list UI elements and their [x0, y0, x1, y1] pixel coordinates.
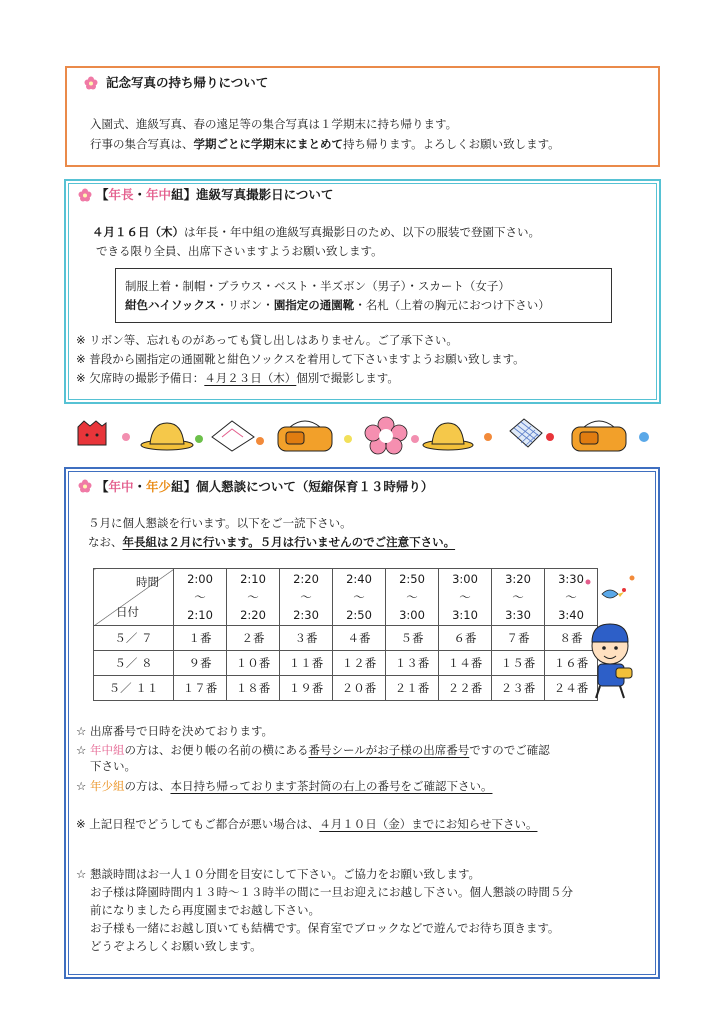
time-slot-header	[280, 569, 333, 626]
section1-title: 記念写真の持ち帰りについて	[106, 75, 269, 90]
slot-end: 2:30	[293, 608, 319, 622]
seat-number-cell: ２４番	[545, 676, 598, 701]
seat-number-cell: １番	[174, 626, 227, 651]
seat-number-cell: ２１番	[386, 676, 439, 701]
corner-time-label: 時間	[136, 575, 159, 589]
section3-title: 【年中・年少組】個人懇談について（短縮保育１３時帰り）	[96, 479, 434, 494]
seat-number-cell: １５番	[492, 651, 545, 676]
time-slot-header	[439, 569, 492, 626]
slot-start: 3:20	[505, 572, 531, 586]
section2-intro-line2: できる限り全員、出席下さいますようお願い致します。	[96, 244, 383, 258]
slot-tilde: ～	[512, 590, 524, 604]
slot-end: 2:20	[240, 608, 266, 622]
time-slot-header	[174, 569, 227, 626]
slot-end: 3:40	[558, 608, 584, 622]
time-slot-header	[492, 569, 545, 626]
table-header-row	[94, 569, 598, 626]
slot-tilde: ～	[247, 590, 259, 604]
section2-title: 【年長・年中組】進級写真撮影日について	[96, 187, 334, 202]
slot-tilde: ～	[565, 590, 577, 604]
seat-number-cell: ８番	[545, 626, 598, 651]
time-slot-header	[333, 569, 386, 626]
seat-number-cell: １０番	[227, 651, 280, 676]
table-row	[94, 626, 598, 651]
section3-intro2: なお、年長組は２月に行います。５月は行いませんのでご注意下さい。	[88, 535, 456, 549]
slot-tilde: ～	[300, 590, 312, 604]
straw-hat-icon	[141, 423, 193, 450]
slot-tilde: ～	[406, 590, 418, 604]
flower-icon	[84, 76, 98, 90]
hat-icon	[78, 421, 106, 445]
table-row	[94, 651, 598, 676]
dress-line1: 制服上着・制帽・ブラウス・ベスト・半ズボン（男子）・スカート（女子）	[125, 279, 510, 293]
section3-final1: ☆ 懇談時間はお一人１０分間を目安にして下さい。ご協力をお願い致します。	[76, 867, 481, 881]
date-cell: ５／ ７	[94, 626, 174, 651]
date-cell: ５／ ８	[94, 651, 174, 676]
flower-icon	[78, 479, 92, 493]
slot-tilde: ～	[353, 590, 365, 604]
slot-start: 2:50	[399, 572, 425, 586]
seat-number-cell: ９番	[174, 651, 227, 676]
flower-icon	[78, 188, 92, 202]
section3-note3: ☆ 年少組の方は、本日持ち帰っております茶封筒の右上の番号をご確認下さい。	[76, 779, 493, 793]
child-with-bird-illustration	[580, 572, 644, 700]
section3-final5: どうぞよろしくお願い致します。	[90, 939, 262, 953]
slot-start: 2:40	[346, 572, 372, 586]
flower-character-icon	[365, 417, 407, 454]
table-corner-cell	[94, 569, 174, 626]
interview-schedule-table	[93, 568, 598, 701]
seat-number-cell: １３番	[386, 651, 439, 676]
seat-number-cell: ２０番	[333, 676, 386, 701]
bag-icon	[278, 421, 332, 451]
seat-number-cell: １１番	[280, 651, 333, 676]
slot-tilde: ～	[459, 590, 471, 604]
seat-number-cell: １４番	[439, 651, 492, 676]
seat-number-cell: ２３番	[492, 676, 545, 701]
table-row	[94, 676, 598, 701]
section3-note2: ☆ 年中組の方は、お便り帳の名前の横にある番号シールがお子様の出席番号ですのでご確認	[76, 743, 550, 757]
date-cell: ５／ １１	[94, 676, 174, 701]
bag-icon	[572, 421, 626, 451]
section2-note1: ※ リボン等、忘れものがあっても貸し出しはありません。ご了承下さい。	[76, 333, 458, 347]
slot-end: 3:30	[505, 608, 531, 622]
slot-start: 2:00	[187, 572, 213, 586]
seat-number-cell: １９番	[280, 676, 333, 701]
seat-number-cell: １８番	[227, 676, 280, 701]
time-slot-header	[227, 569, 280, 626]
slot-start: 3:00	[452, 572, 478, 586]
section1-line2: 行事の集合写真は、学期ごとに学期末にまとめて持ち帰ります。よろしくお願い致します。	[90, 137, 560, 151]
seat-number-cell: ５番	[386, 626, 439, 651]
dress-line2: 紺色ハイソックス・リボン・園指定の通園靴・名札（上着の胸元におつけ下さい）	[125, 298, 550, 312]
seat-number-cell: ６番	[439, 626, 492, 651]
time-slot-header	[386, 569, 439, 626]
section3-note1: ☆ 出席番号で日時を決めております。	[76, 724, 274, 738]
checkered-cloth-icon	[510, 419, 542, 447]
seat-number-cell: ２番	[227, 626, 280, 651]
seat-number-cell: １６番	[545, 651, 598, 676]
slot-tilde: ～	[194, 590, 206, 604]
section3-final2: お子様は降園時間内１３時～１３時半の間に一旦お迎えにお越し下さい。個人懇談の時間５分	[90, 885, 573, 899]
section3-intro1: ５月に個人懇談を行います。以下をご一読下さい。	[88, 516, 352, 530]
slot-end: 2:50	[346, 608, 372, 622]
section2-note2: ※ 普段から園指定の通園靴と紺色ソックスを着用して下さいますようお願い致します。	[76, 352, 525, 366]
slot-end: 3:10	[452, 608, 478, 622]
slot-start: 2:20	[293, 572, 319, 586]
handkerchief-icon	[212, 421, 254, 451]
slot-start: 3:30	[558, 572, 584, 586]
slot-end: 2:10	[187, 608, 213, 622]
section3-note4: ※ 上記日程でどうしてもご都合が悪い場合は、４月１０日（金）までにお知らせ下さい。	[76, 817, 538, 831]
seat-number-cell: ４番	[333, 626, 386, 651]
seat-number-cell: ７番	[492, 626, 545, 651]
straw-hat-icon	[423, 423, 473, 450]
seat-number-cell: １２番	[333, 651, 386, 676]
dress-code-box	[115, 268, 612, 323]
decorative-illustration-strip	[72, 415, 662, 455]
slot-end: 3:00	[399, 608, 425, 622]
section2-intro: ４月１６日（木）は年長・年中組の進級写真撮影日のため、以下の服装で登園下さい。	[92, 225, 541, 239]
section3-final4: お子様も一緒にお越し頂いても結構です。保育室でブロックなどで遊んでお待ち頂きます。	[90, 921, 560, 935]
section2-note3: ※ 欠席時の撮影予備日：４月２３日（木）個別で撮影します。	[76, 371, 399, 385]
section1-line1: 入園式、進級写真、春の遠足等の集合写真は１学期末に持ち帰ります。	[90, 117, 458, 131]
section3-final3: 前になりましたら再度園までお越し下さい。	[90, 903, 320, 917]
slot-start: 2:10	[240, 572, 266, 586]
seat-number-cell: １７番	[174, 676, 227, 701]
seat-number-cell: ３番	[280, 626, 333, 651]
section3-note2-line2: 下さい。	[90, 759, 136, 773]
seat-number-cell: ２２番	[439, 676, 492, 701]
corner-date-label: 日付	[116, 605, 139, 619]
